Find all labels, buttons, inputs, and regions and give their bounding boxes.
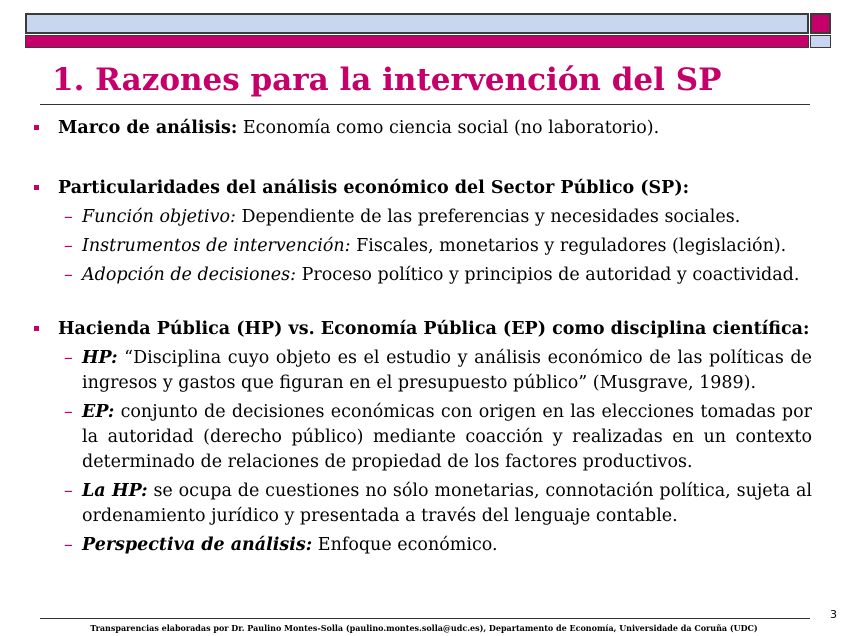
dash-bullet-icon: –: [64, 535, 73, 555]
sub-item: [34, 234, 812, 259]
sub-item-text: Fiscales, monetarios y reguladores (legislación).: [350, 236, 787, 256]
header-square-top: [810, 13, 831, 34]
bullet-item: [34, 115, 812, 141]
sub-item-label: Instrumentos de intervención:: [82, 236, 351, 256]
bullet-item: [34, 175, 812, 201]
slide-content: [34, 115, 812, 558]
sub-item-label: Perspectiva de análisis:: [82, 535, 313, 555]
sub-item-label: Adopción de decisiones:: [82, 265, 297, 285]
dash-bullet-icon: –: [64, 236, 73, 256]
slide-title: 1. Razones para la intervención del SP: [52, 62, 722, 98]
header-bar-bottom: [25, 35, 809, 48]
sub-item: [34, 263, 812, 288]
header-bar-top: [25, 13, 809, 34]
sub-item: [34, 533, 812, 558]
dash-bullet-icon: –: [64, 402, 73, 422]
sub-item-text: se ocupa de cuestiones no sólo monetarias, connotación política, sujeta al ordenamiento jurídico y presentada a través del lenguaje contable.: [82, 481, 812, 526]
sub-item-label: EP:: [82, 402, 115, 422]
square-bullet-icon: [34, 185, 39, 190]
dash-bullet-icon: –: [64, 207, 73, 227]
sub-item: [34, 346, 812, 396]
dash-bullet-icon: –: [64, 348, 73, 368]
footer-divider: [40, 618, 810, 619]
sub-item-label: Función objetivo:: [82, 207, 236, 227]
bullet-label: Marco de análisis:: [58, 118, 238, 138]
bullet-label: Particularidades del análisis económico del Sector Público (SP):: [58, 178, 690, 198]
bullet-text: Economía como ciencia social (no laboratorio).: [237, 118, 660, 138]
sub-item: [34, 400, 812, 475]
sub-item: [34, 479, 812, 529]
sub-item: [34, 205, 812, 230]
sub-item-label: La HP:: [82, 481, 148, 501]
sub-item-text: “Disciplina cuyo objeto es el estudio y análisis económico de las políticas de ingresos y gastos que figuran en el presupuesto público” (Musgrave, 1989).: [82, 348, 812, 393]
sub-item-text: Enfoque económico.: [312, 535, 498, 555]
sub-item-text: Proceso político y principios de autoridad y coactividad.: [296, 265, 800, 285]
dash-bullet-icon: –: [64, 265, 73, 285]
dash-bullet-icon: –: [64, 481, 73, 501]
page-number: 3: [830, 608, 837, 621]
square-bullet-icon: [34, 125, 39, 130]
sub-item-label: HP:: [82, 348, 118, 368]
header-square-bottom: [810, 35, 831, 48]
bullet-label: Hacienda Pública (HP) vs. Economía Pública (EP) como disciplina científica:: [58, 319, 810, 339]
sub-item-text: conjunto de decisiones económicas con origen en las elecciones tomadas por la autoridad (derecho público) mediante coacción y realizadas en un contexto determinado de relaciones de propiedad de los factores productivos.: [82, 402, 812, 472]
footer-credits: Transparencias elaboradas por Dr. Paulino Montes-Solla (paulino.montes.solla@udc.es), Departamento de Economía, Universidade da Coruña (UDC): [90, 623, 758, 633]
bullet-item: [34, 316, 812, 342]
sub-item-text: Dependiente de las preferencias y necesidades sociales.: [235, 207, 741, 227]
square-bullet-icon: [34, 326, 39, 331]
title-divider: [40, 104, 810, 105]
